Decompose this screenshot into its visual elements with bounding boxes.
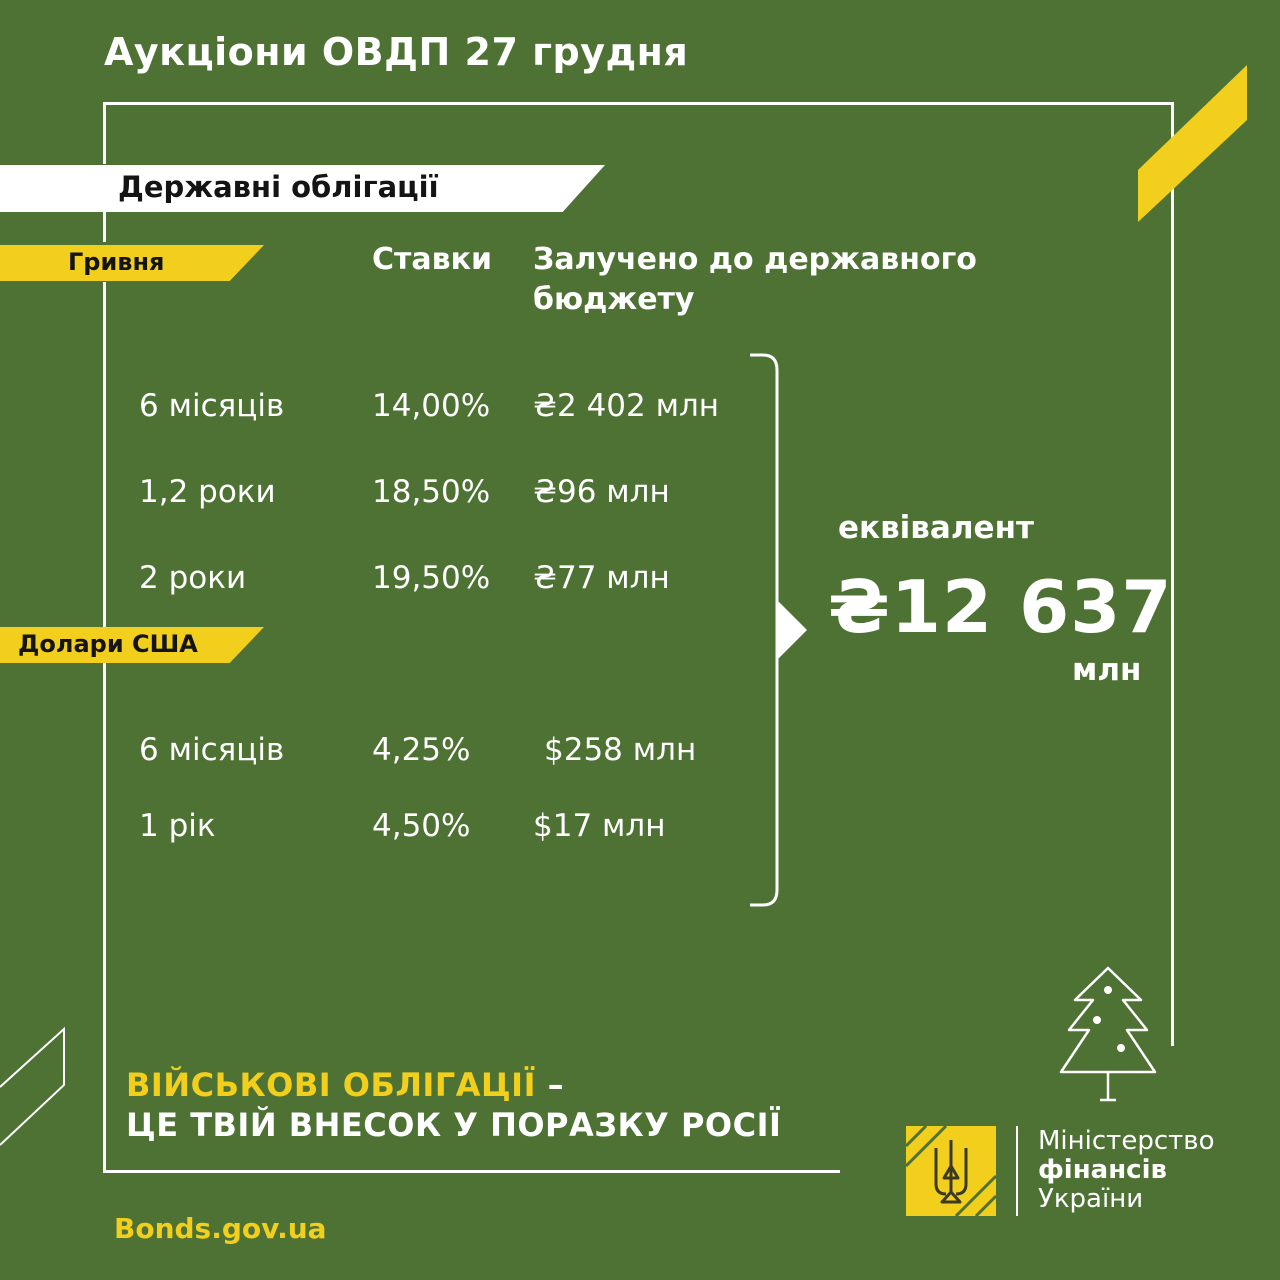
raised-column-header-line2: бюджету bbox=[533, 282, 695, 317]
website-link[interactable]: Bonds.gov.ua bbox=[114, 1212, 327, 1245]
total-amount: ₴12 637 bbox=[828, 565, 1173, 649]
raised-column-header-line1: Залучено до державного bbox=[533, 242, 977, 277]
white-stripe-decoration bbox=[0, 1025, 70, 1150]
usd-row-2-amount: $17 млн bbox=[533, 808, 666, 844]
uah-row-1-amount: ₴2 402 млн bbox=[533, 388, 720, 424]
uah-row-3-amount: ₴77 млн bbox=[533, 560, 670, 596]
frame-left-mid2 bbox=[103, 282, 106, 627]
slogan-dash: – bbox=[535, 1066, 565, 1104]
frame-left-mid bbox=[103, 212, 106, 242]
frame-left-lower bbox=[103, 662, 106, 1173]
frame-top bbox=[103, 102, 1174, 105]
slogan-line-2: ЦЕ ТВІЙ ВНЕСОК У ПОРАЗКУ РОСІЇ bbox=[126, 1106, 782, 1144]
uah-row-2-rate: 18,50% bbox=[372, 474, 491, 510]
section-label: Державні облігації bbox=[118, 170, 439, 204]
usd-tag-label: Долари США bbox=[18, 630, 198, 658]
equivalent-label: еквівалент bbox=[838, 510, 1034, 546]
slogan-highlight: ВІЙСЬКОВІ ОБЛІГАЦІЇ bbox=[126, 1066, 536, 1104]
uah-row-2-term: 1,2 роки bbox=[139, 474, 276, 510]
frame-bottom bbox=[103, 1170, 840, 1173]
ministry-name-line1: Міністерство bbox=[1038, 1126, 1215, 1156]
ministry-name-line2: фінансів bbox=[1038, 1155, 1167, 1185]
uah-row-3-rate: 19,50% bbox=[372, 560, 491, 596]
brace-arrow-icon bbox=[745, 350, 815, 910]
usd-row-1-term: 6 місяців bbox=[139, 732, 285, 768]
uah-row-2-amount: ₴96 млн bbox=[533, 474, 670, 510]
frame-left-upper bbox=[103, 102, 106, 164]
ministry-name-line3: України bbox=[1038, 1184, 1144, 1214]
uah-row-3-term: 2 роки bbox=[139, 560, 247, 596]
trident-emblem-icon bbox=[906, 1126, 996, 1216]
uah-row-1-rate: 14,00% bbox=[372, 388, 491, 424]
total-unit: млн bbox=[1072, 652, 1142, 688]
slogan-line-1 bbox=[126, 1066, 564, 1104]
usd-row-2-rate: 4,50% bbox=[372, 808, 471, 844]
uah-row-1-term: 6 місяців bbox=[139, 388, 285, 424]
usd-row-1-rate: 4,25% bbox=[372, 732, 471, 768]
usd-row-1-amount: $258 млн bbox=[544, 732, 697, 768]
usd-row-2-term: 1 рік bbox=[139, 808, 216, 844]
christmas-tree-icon bbox=[1055, 962, 1161, 1102]
yellow-stripe-decoration bbox=[1135, 60, 1250, 225]
page-title: Аукціони ОВДП 27 грудня bbox=[104, 30, 689, 74]
rates-column-header: Ставки bbox=[372, 242, 493, 277]
uah-tag-label: Гривня bbox=[68, 248, 165, 276]
logo-separator bbox=[1016, 1126, 1018, 1216]
